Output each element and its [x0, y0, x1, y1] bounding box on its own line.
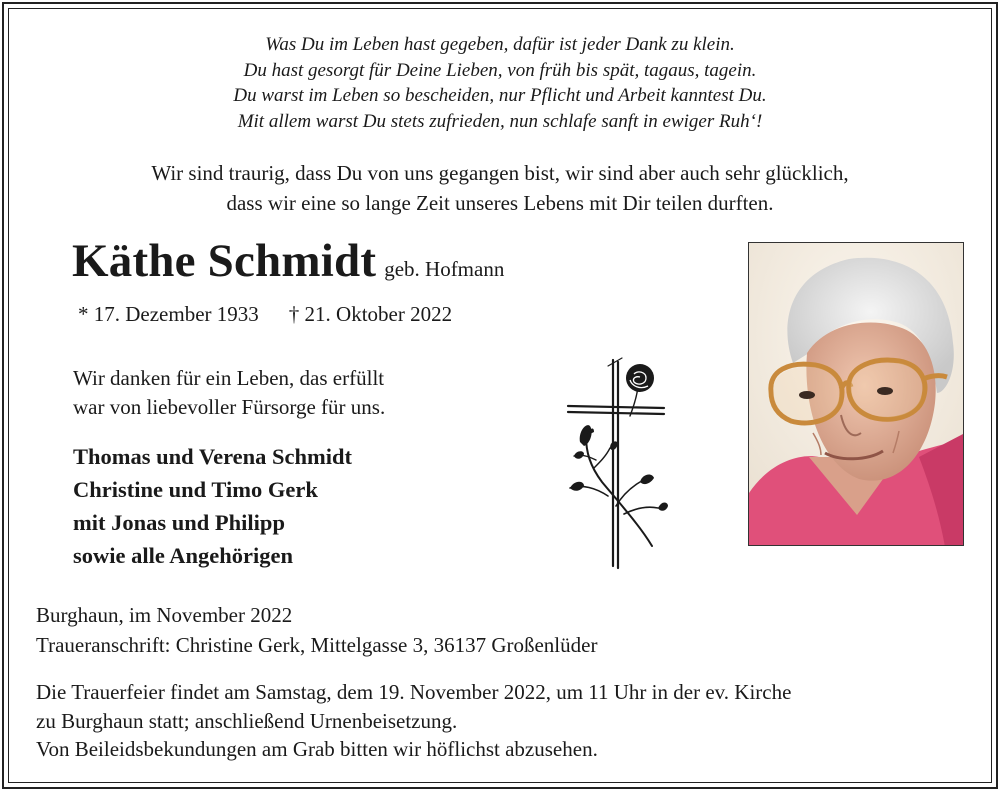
birth-date: * 17. Dezember 1933	[78, 302, 259, 326]
portrait-photo	[748, 242, 964, 546]
thanks-line: war von liebevoller Fürsorge für uns.	[73, 395, 386, 419]
birth-name: geb. Hofmann	[384, 257, 505, 281]
service-line: zu Burghaun statt; anschließend Urnenbeisetzung.	[36, 708, 458, 733]
life-dates	[78, 302, 452, 327]
deceased-name: Käthe Schmidt	[72, 235, 377, 287]
thanks-text	[73, 364, 385, 422]
intro-line: Wir sind traurig, dass Du von uns gegangen bist, wir sind aber auch sehr glücklich,	[151, 161, 849, 185]
mourner-line: Thomas und Verena Schmidt	[73, 444, 353, 469]
intro-line: dass wir eine so lange Zeit unseres Lebens mit Dir teilen durften.	[226, 191, 774, 215]
mourner-line: mit Jonas und Philipp	[73, 510, 285, 535]
death-date: † 21. Oktober 2022	[288, 302, 453, 326]
cross-with-rose-icon	[560, 356, 670, 572]
mourner-line: Christine und Timo Gerk	[73, 477, 318, 502]
place-and-address	[36, 600, 597, 660]
service-line: Die Trauerfeier findet am Samstag, dem 19. November 2022, um 11 Uhr in der ev. Kirche	[36, 680, 792, 704]
mourning-address: Traueranschrift: Christine Gerk, Mittelgasse 3, 36137 Großenlüder	[36, 633, 598, 657]
deceased-name-line	[72, 234, 504, 288]
poem	[0, 32, 1000, 134]
poem-line: Mit allem warst Du stets zufrieden, nun schlafe sanft in ewiger Ruh‘!	[237, 110, 763, 132]
poem-line: Du warst im Leben so bescheiden, nur Pflicht und Arbeit kanntest Du.	[233, 85, 767, 106]
funeral-service-info	[36, 678, 791, 764]
poem-line: Was Du im Leben hast gegeben, dafür ist jeder Dank zu klein.	[265, 34, 735, 55]
service-line: Von Beileidsbekundungen am Grab bitten wir höflichst abzusehen.	[36, 737, 598, 761]
thanks-line: Wir danken für ein Leben, das erfüllt	[73, 366, 385, 390]
intro-text	[0, 158, 1000, 218]
place-date: Burghaun, im November 2022	[36, 603, 293, 627]
mourner-line: sowie alle Angehörigen	[73, 543, 293, 568]
mourners-list	[73, 440, 352, 572]
poem-line: Du hast gesorgt für Deine Lieben, von früh bis spät, tagaus, tagein.	[243, 59, 757, 81]
